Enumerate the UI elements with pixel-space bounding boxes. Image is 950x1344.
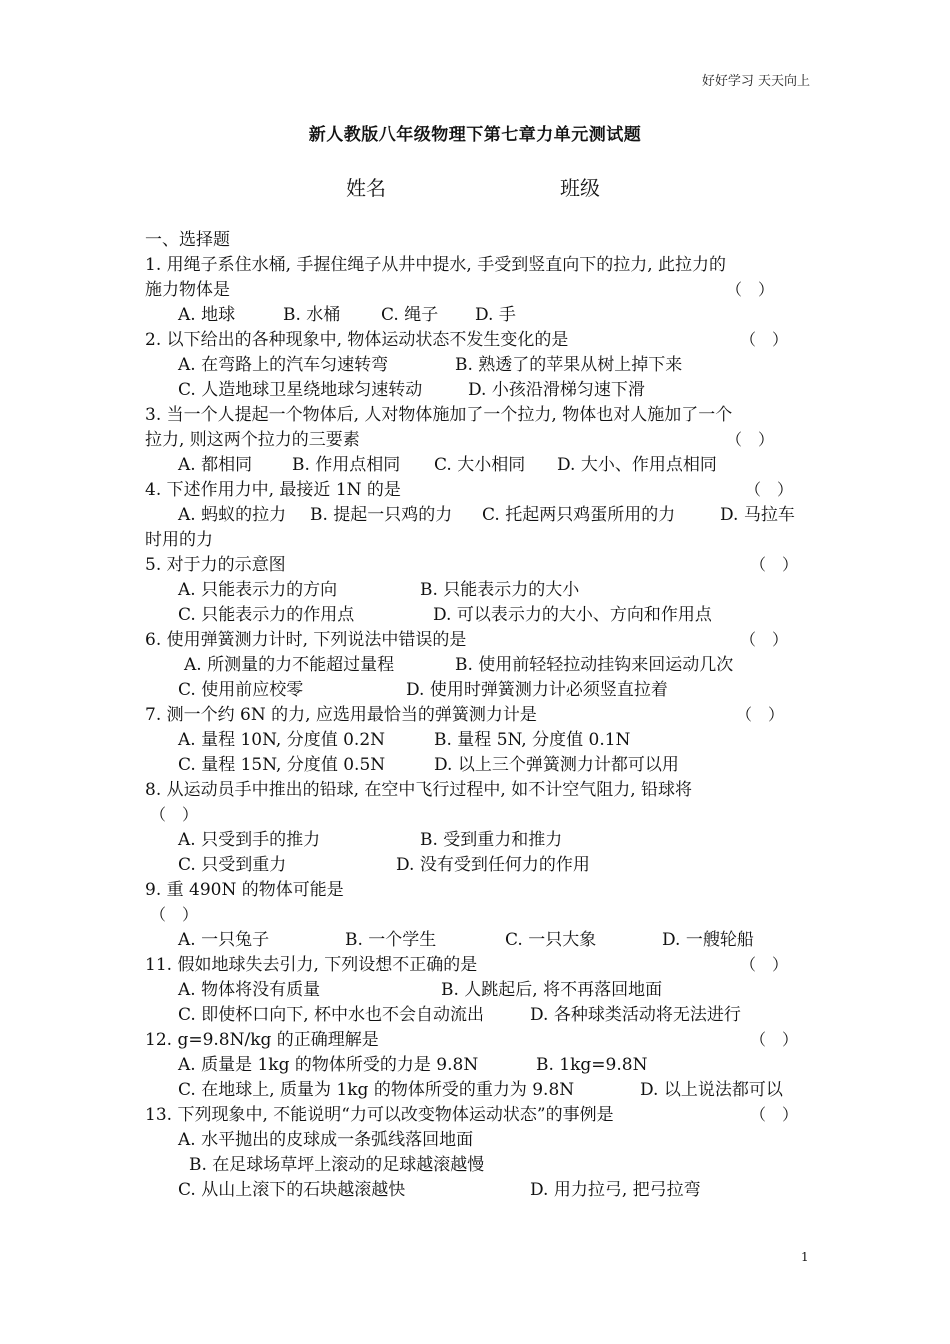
answer-blank: （ ） xyxy=(150,805,199,824)
page-number: 1 xyxy=(801,1250,809,1264)
q8-option-a: A. 只受到手的推力 xyxy=(178,830,321,850)
q11-option-d: D. 各种球类活动将无法进行 xyxy=(530,1005,741,1025)
q6-option-c: C. 使用前应校零 xyxy=(178,680,304,700)
q4-option-a: A. 蚂蚁的拉力 xyxy=(178,505,287,525)
class-label: 班级 xyxy=(560,176,600,200)
q1-option-a: A. 地球 xyxy=(178,305,236,325)
answer-blank: （ ） xyxy=(740,955,789,974)
question-7: 7. 测一个约 6N 的力, 应选用最恰当的弹簧测力计是 xyxy=(145,705,537,725)
q12-option-d: D. 以上说法都可以 xyxy=(640,1080,783,1100)
q9-option-a: A. 一只兔子 xyxy=(178,930,270,950)
answer-blank: （ ） xyxy=(726,280,775,299)
q13-option-a: A. 水平抛出的皮球成一条弧线落回地面 xyxy=(178,1130,474,1150)
q2-option-b: B. 熟透了的苹果从树上掉下来 xyxy=(455,355,683,375)
q8-option-c: C. 只受到重力 xyxy=(178,855,287,875)
q12-option-b: B. 1kg=9.8N xyxy=(536,1055,648,1075)
q4-option-c: C. 托起两只鸡蛋所用的力 xyxy=(482,505,676,525)
q5-option-b: B. 只能表示力的大小 xyxy=(420,580,580,600)
q6-option-a: A. 所测量的力不能超过量程 xyxy=(184,655,395,675)
question-6: 6. 使用弹簧测力计时, 下列说法中错误的是 xyxy=(145,630,467,650)
question-8: 8. 从运动员手中推出的铅球, 在空中飞行过程中, 如不计空气阻力, 铅球将 xyxy=(145,780,693,800)
name-label: 姓名 xyxy=(346,176,386,200)
answer-blank: （ ） xyxy=(150,905,199,924)
question-2: 2. 以下给出的各种现象中, 物体运动状态不发生变化的是 xyxy=(145,330,569,350)
answer-blank: （ ） xyxy=(736,705,785,724)
question-12: 12. g=9.8N/kg 的正确理解是 xyxy=(145,1030,379,1050)
q7-option-a: A. 量程 10N, 分度值 0.2N xyxy=(178,730,386,750)
q13-option-c: C. 从山上滚下的石块越滚越快 xyxy=(178,1180,406,1200)
q3-option-d: D. 大小、作用点相同 xyxy=(557,455,717,475)
q5-option-d: D. 可以表示力的大小、方向和作用点 xyxy=(433,605,712,625)
question-1-cont: 施力物体是 xyxy=(145,280,230,300)
q9-option-b: B. 一个学生 xyxy=(345,930,437,950)
question-9: 9. 重 490N 的物体可能是 xyxy=(145,880,344,900)
question-3: 3. 当一个人提起一个物体后, 人对物体施加了一个拉力, 物体也对人施加了一个 xyxy=(145,405,733,425)
answer-blank: （ ） xyxy=(745,480,794,499)
answer-blank: （ ） xyxy=(726,430,775,449)
q7-option-c: C. 量程 15N, 分度值 0.5N xyxy=(178,755,386,775)
q5-option-c: C. 只能表示力的作用点 xyxy=(178,605,355,625)
q9-option-d: D. 一艘轮船 xyxy=(662,930,754,950)
question-4: 4. 下述作用力中, 最接近 1N 的是 xyxy=(145,480,401,500)
q3-option-a: A. 都相同 xyxy=(178,455,253,475)
q11-option-b: B. 人跳起后, 将不再落回地面 xyxy=(441,980,663,1000)
answer-blank: （ ） xyxy=(750,1030,799,1049)
q3-option-b: B. 作用点相同 xyxy=(292,455,401,475)
q6-option-d: D. 使用时弹簧测力计必须竖直拉着 xyxy=(406,680,668,700)
question-1: 1. 用绳子系住水桶, 手握住绳子从井中提水, 手受到竖直向下的拉力, 此拉力的 xyxy=(145,255,727,275)
question-11: 11. 假如地球失去引力, 下列设想不正确的是 xyxy=(145,955,478,975)
q5-option-a: A. 只能表示力的方向 xyxy=(178,580,338,600)
question-5: 5. 对于力的示意图 xyxy=(145,555,286,575)
page-title: 新人教版八年级物理下第七章力单元测试题 xyxy=(308,125,642,145)
q11-option-c: C. 即使杯口向下, 杯中水也不会自动流出 xyxy=(178,1005,485,1025)
q7-option-b: B. 量程 5N, 分度值 0.1N xyxy=(434,730,631,750)
q11-option-a: A. 物体将没有质量 xyxy=(178,980,321,1000)
q8-option-b: B. 受到重力和推力 xyxy=(420,830,563,850)
q4-option-d: D. 马拉车 xyxy=(720,505,795,525)
question-13: 13. 下列现象中, 不能说明“力可以改变物体运动状态”的事例是 xyxy=(145,1105,614,1125)
q1-option-b: B. 水桶 xyxy=(283,305,341,325)
answer-blank: （ ） xyxy=(740,330,789,349)
answer-blank: （ ） xyxy=(740,630,789,649)
section-heading: 一、选择题 xyxy=(145,230,230,250)
answer-blank: （ ） xyxy=(750,555,799,574)
q13-option-d: D. 用力拉弓, 把弓拉弯 xyxy=(530,1180,701,1200)
q2-option-a: A. 在弯路上的汽车匀速转弯 xyxy=(178,355,389,375)
q7-option-d: D. 以上三个弹簧测力计都可以用 xyxy=(434,755,679,775)
q12-option-a: A. 质量是 1kg 的物体所受的力是 9.8N xyxy=(178,1055,479,1075)
q4-option-d-cont: 时用的力 xyxy=(145,530,213,550)
q4-option-b: B. 提起一只鸡的力 xyxy=(310,505,453,525)
q12-option-c: C. 在地球上, 质量为 1kg 的物体所受的重力为 9.8N xyxy=(178,1080,575,1100)
q9-option-c: C. 一只大象 xyxy=(505,930,597,950)
page-header: 好好学习 天天向上 xyxy=(701,74,810,89)
q13-option-b: B. 在足球场草坪上滚动的足球越滚越慢 xyxy=(189,1155,485,1175)
q8-option-d: D. 没有受到任何力的作用 xyxy=(396,855,590,875)
q1-option-c: C. 绳子 xyxy=(381,305,439,325)
q1-option-d: D. 手 xyxy=(475,305,516,325)
answer-blank: （ ） xyxy=(750,1105,799,1124)
q3-option-c: C. 大小相同 xyxy=(434,455,526,475)
q6-option-b: B. 使用前轻轻拉动挂钩来回运动几次 xyxy=(455,655,734,675)
q2-option-c: C. 人造地球卫星绕地球匀速转动 xyxy=(178,380,423,400)
question-3-cont: 拉力, 则这两个拉力的三要素 xyxy=(145,430,360,450)
q2-option-d: D. 小孩沿滑梯匀速下滑 xyxy=(468,380,645,400)
